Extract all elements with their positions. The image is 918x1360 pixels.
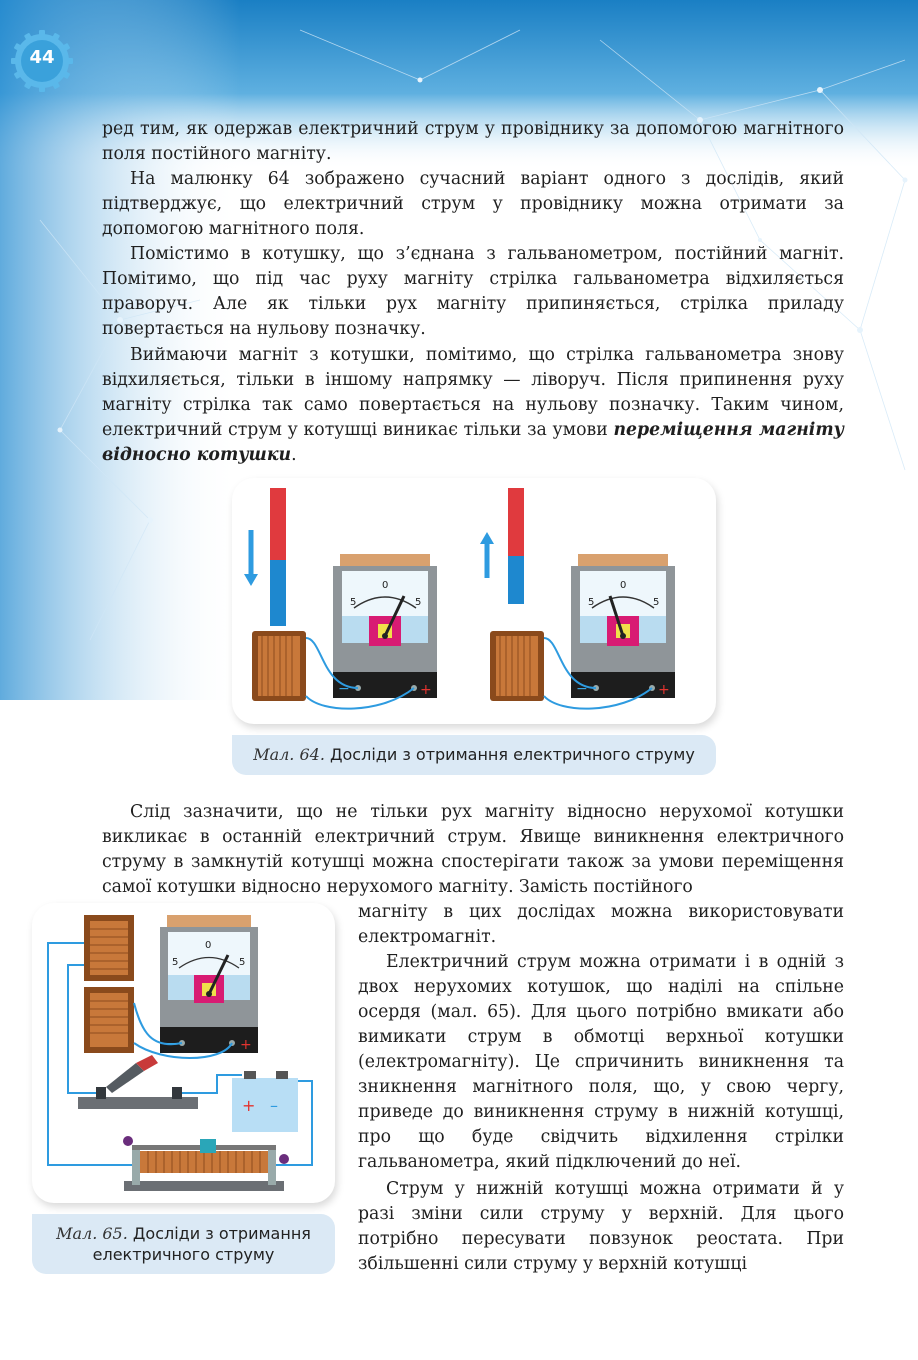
galvanometer-left [333,554,437,698]
upper-coil [84,915,134,981]
fig64-left-scale-right: 5 [415,597,422,608]
paragraph-3: Помістимо в котушку, що з’єднана з гальванометром, постійний магніт. Помітимо, що під час руху магніту стрілка гальванометра відхиляється праворуч. Але як тільки рух магніту припиняється, стрілка приладу повертається на нульову позначку. [102,244,844,339]
fig64-right-scale-left: 5 [588,597,595,608]
paragraph-1: ред тим, як одержав електричний струм у провіднику за допомогою магнітного поля постійного магніту. [102,119,844,164]
figure-65-illustration [32,903,335,1203]
figure-65-caption-label: Мал. 65. [56,1224,128,1243]
figure-64 [232,478,716,724]
paragraph-6: Електричний струм можна отримати і в одній з двох нерухомих котушок, що наділі на спільне осердя (мал. 65). Для цього потрібно вмикати або вимикати струм в обмотці верхньої котушки (електромагніту). Це спричинить виникнення та зникнення магнітного поля, що, у свою чергу, приведе до виникнення струму в нижній котушці, про що буде свідчить відхилення стрілки гальванометра, який підключений до неї. [358,952,844,1172]
fig64-right-minus: − [576,681,588,697]
figure-65-caption [32,1214,335,1274]
rheostat [123,1136,289,1191]
figure-64-caption-text: Досліди з отримання електричного струму [330,745,695,764]
paragraph-7: Струм у нижній котушці можна отримати й у разі зміни сили струму у верхній. Для цього потрібно пересувати повзунок реостата. При збільшенні сили струму у верхній котушці [358,1179,844,1274]
lower-coil [84,987,134,1053]
figure-64-illustration [232,478,716,724]
magnet-left [270,488,286,626]
paragraph-5: Слід зазначити, що не тільки рух магніту відносно нерухомої котушки викликає в останній електричний струм. Явище виникнення електричного струму в замкнутій котушці можна спостерігати також за умови переміщення самої котушки відносно нерухомого магніту. Замість постійного [102,802,844,897]
fig64-left-scale-center: 0 [382,580,389,591]
battery [232,1071,298,1132]
fig65-plus: + [240,1037,252,1053]
fig64-right-scale-right: 5 [653,597,660,608]
svg-text:–: – [270,1096,278,1115]
svg-text:+: + [242,1096,256,1115]
figure-65 [32,903,335,1203]
paragraph-4-text: Виймаючи магніт з котушки, помітимо, що стрілка гальванометра знову відхиляється, тільки в іншому напрямку — ліворуч. Після припинення руху магніту стрілка так само повертається на нульову позначку. Таким чином, електричний струм у котушці виникає тільки за умови [102,345,844,440]
paragraph-4 [102,343,844,468]
figure-65-caption-text: Досліди з отримання електричного струму [92,1224,311,1264]
fig64-right-plus: + [658,682,670,698]
paragraph-4-end: . [291,445,297,465]
fig64-left-minus: − [338,681,350,697]
figure-64-caption-label: Мал. 64. [253,745,325,764]
fig65-scale-left: 5 [172,957,179,968]
galvanometer [160,915,258,1053]
coil-right [490,631,544,701]
galvanometer-right [571,554,675,698]
page-number: 44 [29,47,55,68]
paragraph-4-emphasis: переміщення магніту відносно котушки [102,420,844,465]
fig64-left-plus: + [420,682,432,698]
fig64-right-scale-center: 0 [620,580,627,591]
paragraph-2: На малюнку 64 зображено сучасний варіант одного з дослідів, який підтверджує, що електричний струм у провіднику можна отримати за допомогою магнітного поля. [102,169,844,239]
fig65-scale-right: 5 [239,957,246,968]
magnet-right [508,488,524,604]
fig65-minus: − [166,1036,178,1052]
fig64-left-scale-left: 5 [350,597,357,608]
figure-64-caption [232,735,716,775]
switch [78,1055,198,1109]
paragraph-5-continued: магніту в цих дослідах можна використовувати електромагніт. [358,902,844,947]
coil-left [252,631,306,701]
arrow-up-icon [480,532,494,578]
arrow-down-icon [244,530,258,586]
fig65-scale-center: 0 [205,940,212,951]
